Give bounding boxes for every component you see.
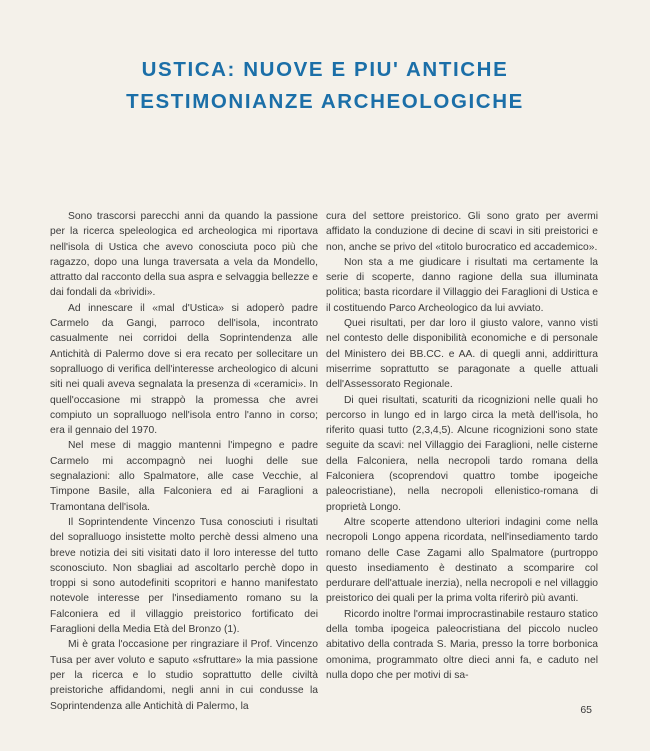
right-column: [326, 209, 598, 683]
title-line-1: USTICA: NUOVE E PIU' ANTICHE: [141, 58, 509, 81]
paragraph: Sono trascorsi parecchi anni da quando la passione per la ricerca speleologica ed archeologica mi riportava nell'isola di Ustica che avevo conosciuta poco più che ragazzo, dopo una lunga traversata a vela da Mondello, attratto dal racconto della sua aspra e selvaggia bellezze e dai fondali da «brividi».: [50, 211, 318, 299]
paragraph: Ricordo inoltre l'ormai improcrastinabile restauro statico della tomba ipogeica paleocristiana del piccolo nucleo abitativo della contrada S. Maria, presso la torre borbonica omonima, programmato oltre dieci anni fa, e caduto nel nulla dopo che per motivi di sa-: [326, 608, 598, 681]
paragraph: Ad innescare il «mal d'Ustica» si adoperò padre Carmelo da Gangi, parroco dell'isola, incontrato casualmente nei corridoi della Soprintendenza alle Antichità di Palermo dove si era recato per sollecitare un sopralluogo di verifica dell'interesse archeologico di alcuni siti nei quali aveva segnalata la presenza di «ceramici». In quell'occasione mi strappò la promessa che avrei compiuto un sopralluogo nell'isola entro l'anno in corso; era il gennaio del 1970.: [50, 302, 318, 437]
left-column: [50, 209, 318, 714]
paragraph: Quei risultati, per dar loro il giusto valore, vanno visti nel contesto delle disponibilità economiche e di personale del Ministero dei BB.CC. e AA. di quegli anni, addirittura miserrime soprattutto se paragonate a quelle attuali dell'Assessorato Regionale.: [326, 318, 598, 391]
title-line-2: TESTIMONIANZE ARCHEOLOGICHE: [126, 90, 524, 113]
article-title: [0, 54, 650, 118]
paragraph: Nel mese di maggio mantenni l'impegno e padre Carmelo mi accompagnò nei luoghi delle sue segnalazioni: allo Spalmatore, alle case Vecchie, al Timpone Basile, alla Falconiera ed ai Faraglioni a Tramontana dell'isola.: [50, 440, 318, 513]
paragraph: Il Soprintendente Vincenzo Tusa conosciuti i risultati del sopralluogo insistette molto perchè dessi almeno una breve notizia dei siti visitati dato il loro interesse del tutto sconosciuto. Non sbagliai ad ascoltarlo perchè dopo in troppi si sono autodefiniti scopritori e hanno manifestato notevole interesse per l'insediamento romano su la Falconiera ed il villaggio preistorico fortificato dei Faraglioni della Media Età del Bronzo (1).: [50, 516, 318, 636]
page-number: 65: [580, 704, 592, 716]
paragraph: Altre scoperte attendono ulteriori indagini come nella necropoli Longo appena ricordata, nell'insediamento tardo romano delle Case Zagami allo Spalmatore (purtroppo questo insediamento è destinato a scomparire col perdurare dell'attuale inerzia), nella necropoli e nel villaggio preistorico dei quali per la prima volta riferirò più avanti.: [326, 516, 598, 605]
paragraph: cura del settore preistorico. Gli sono grato per avermi affidato la conduzione di decine di scavi in siti preistorici e non, anche se privo del «titolo burocratico ed accademico».: [326, 211, 598, 253]
paragraph: Mi è grata l'occasione per ringraziare il Prof. Vincenzo Tusa per aver voluto e saputo «sfruttare» la mia passione per la ricerca e lo studio soprattutto delle civiltà preistoriche affidandomi, negli anni in cui condusse la Soprintendenza alle Antichità di Palermo, la: [50, 639, 318, 712]
paragraph: Non sta a me giudicare i risultati ma certamente la serie di scoperte, danno ragione della sua illuminata politica; basta ricordare il Villaggio dei Faraglioni di Ustica e il costituendo Parco Archeologico da lui avviato.: [326, 256, 598, 314]
paragraph: Di quei risultati, scaturiti da ricognizioni nelle quali ho percorso in lungo ed in largo circa la metà dell'isola, ho riferito quasi tutto (2,3,4,5). Alcune ricognizioni sono state seguite da scavi: nel Villaggio dei Faraglioni, nelle cisterne della Falconiera, nella necropoli tardo romana della Falconiera (scoprendovi quattro tombe ipogeiche paleocristiane), nella necropoli ellenistico-romana di proprietà Longo.: [326, 394, 598, 513]
